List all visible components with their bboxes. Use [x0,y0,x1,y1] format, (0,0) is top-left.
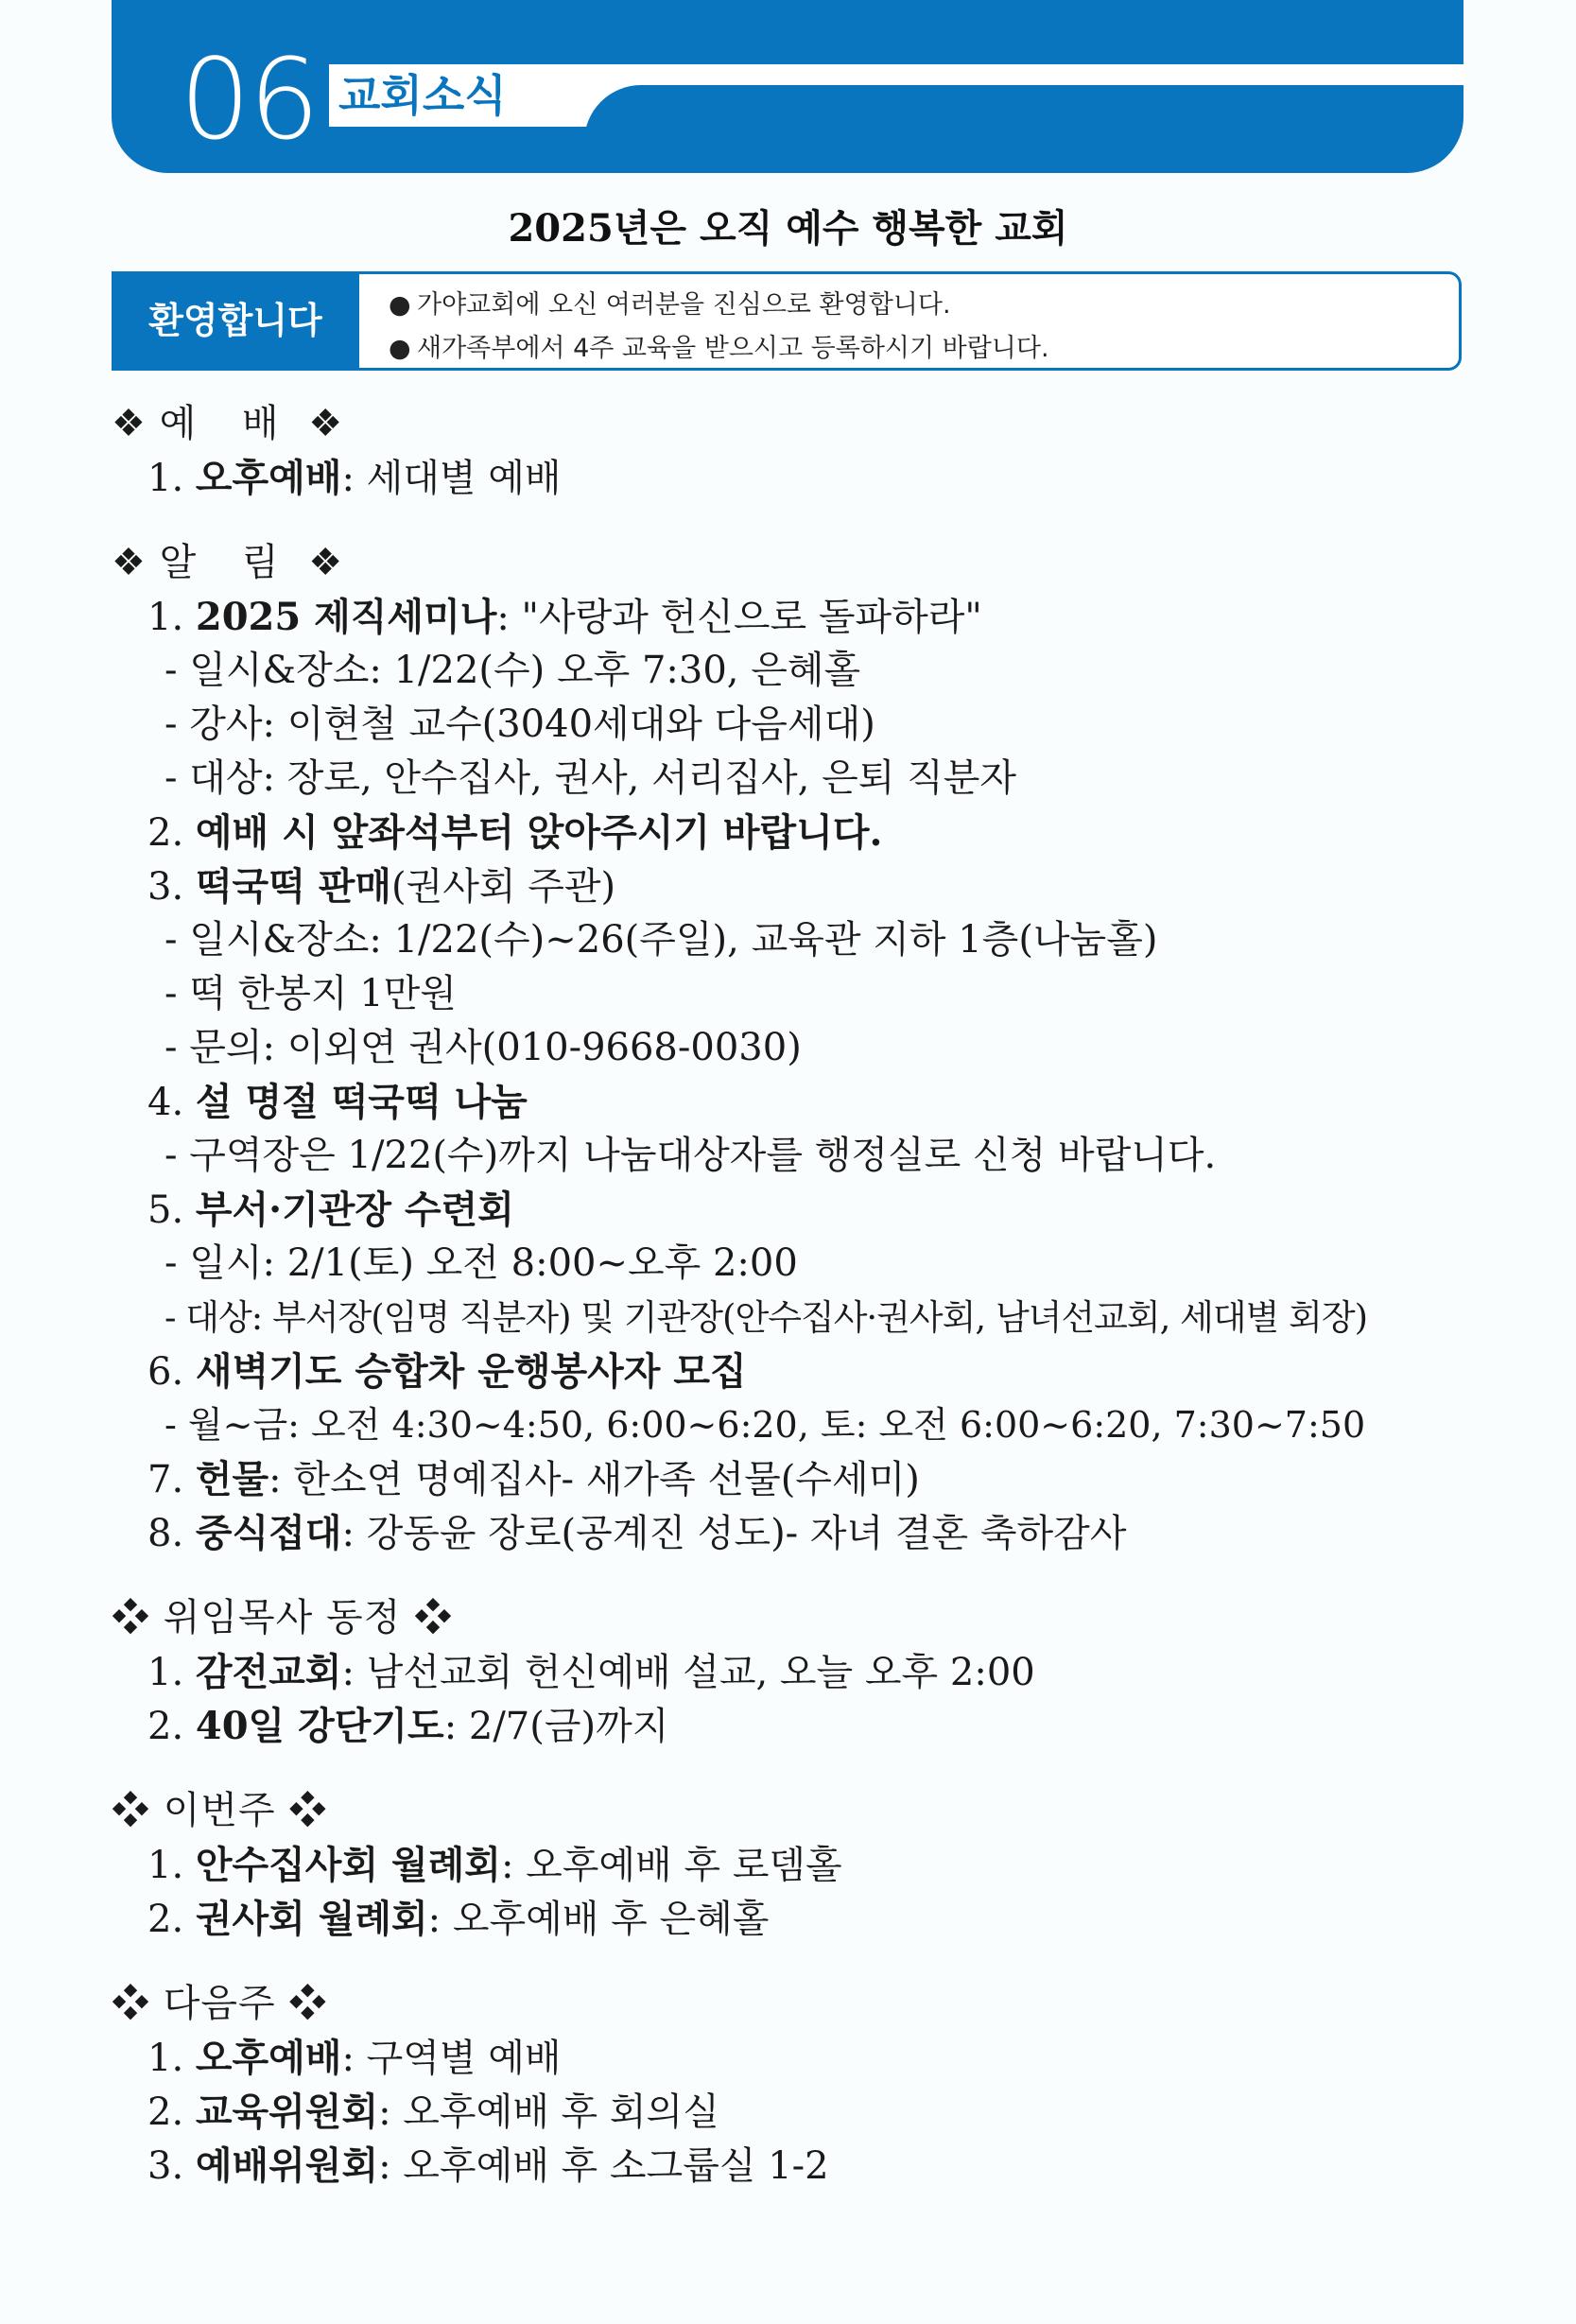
section-number: 06 [180,34,319,165]
diamond-icon: ❖ [112,541,147,584]
section-heading-this-week: ❖ 이번주 ❖ [112,1789,328,1832]
diamond-icon: ❖ [414,1596,453,1639]
diamond-icon: ❖ [112,1596,150,1639]
diamond-icon: ❖ [288,1789,328,1832]
list-item: 1. 안수집사회 월례회: 오후예배 후 로뎀홀 [147,1843,842,1887]
list-item: 1. 오후예배: 구역별 예배 [147,2036,562,2080]
section-heading-notice: ❖ 알 림 ❖ [112,541,344,584]
list-subitem: - 대상: 부서장(임명 직분자) 및 기관장(안수집사·권사회, 남녀선교회, 세대별 회장) [165,1297,1368,1338]
list-subitem: - 일시: 2/1(토) 오전 8:00~오후 2:00 [165,1241,798,1285]
diamond-icon: ❖ [112,1789,150,1832]
list-subitem: - 떡 한봉지 1만원 [165,972,457,1015]
list-item: 8. 중식접대: 강동윤 장로(공계진 성도)- 자녀 결혼 축하감사 [147,1511,1127,1555]
welcome-box [112,271,1462,371]
list-item: 5. 부서·기관장 수련회 [147,1188,514,1232]
header-banner [112,0,1463,173]
church-motto: 2025년은 오직 예수 행복한 교회 [508,206,1068,251]
diamond-icon: ❖ [308,541,344,584]
header-wedge [584,85,1463,142]
list-subitem: - 월~금: 오전 4:30~4:50, 6:00~6:20, 토: 오전 6:00~6:20, 7:30~7:50 [165,1404,1366,1446]
list-subitem: - 문의: 이외연 권사(010-9668-0030) [165,1026,802,1069]
list-subitem: - 대상: 장로, 안수집사, 권사, 서리집사, 은퇴 직분자 [165,756,1017,800]
diamond-icon: ❖ [112,402,147,445]
announcements [112,397,1492,2193]
list-item: 7. 헌물: 한소연 명예집사- 새가족 선물(수세미) [147,1457,920,1501]
list-subitem: - 일시&장소: 1/22(수)~26(주일), 교육관 지하 1층(나눔홀) [165,918,1158,962]
welcome-line: ● 새가족부에서 4주 교육을 받으시고 등록하시기 바랍니다. [389,327,1049,371]
bullet-icon: ● [389,290,411,320]
list-subitem: - 강사: 이현철 교수(3040세대와 다음세대) [165,702,875,746]
list-subitem: - 일시&장소: 1/22(수) 오후 7:30, 은혜홀 [165,649,861,692]
list-item: 2. 교육위원회: 오후예배 후 회의실 [147,2090,719,2134]
list-item: 3. 예배위원회: 오후예배 후 소그룹실 1-2 [147,2143,829,2188]
welcome-label: 환영합니다 [112,271,359,371]
list-item: 3. 떡국떡 판매(권사회 주관) [147,864,616,909]
diamond-icon: ❖ [112,1982,150,2025]
list-item: 6. 새벽기도 승합차 운행봉사자 모집 [147,1349,747,1394]
list-item: 4. 설 명절 떡국떡 나눔 [147,1080,528,1124]
section-heading-pastor: ❖ 위임목사 동정 ❖ [112,1596,453,1639]
list-item: 1. 오후예배: 세대별 예배 [147,456,562,500]
section-heading-next-week: ❖ 다음주 ❖ [112,1982,328,2025]
welcome-lines [389,284,1049,371]
section-title: 교회소식 [338,70,507,121]
list-item: 2. 권사회 월례회: 오후예배 후 은혜홀 [147,1897,770,1941]
diamond-icon: ❖ [308,402,344,445]
welcome-line: ● 가야교회에 오신 여러분을 진심으로 환영합니다. [389,284,1049,327]
section-heading-worship: ❖ 예 배 ❖ [112,402,344,445]
list-item: 2. 40일 강단기도: 2/7(금)까지 [147,1704,669,1748]
list-item: 1. 감전교회: 남선교회 헌신예배 설교, 오늘 오후 2:00 [147,1650,1035,1694]
list-subitem: - 구역장은 1/22(수)까지 나눔대상자를 행정실로 신청 바랍니다. [165,1134,1217,1177]
diamond-icon: ❖ [288,1982,328,2025]
list-item: 2. 예배 시 앞좌석부터 앉아주시기 바랍니다. [147,810,883,855]
list-item: 1. 2025 제직세미나: "사랑과 헌신으로 돌파하라" [147,595,982,639]
bullet-icon: ● [389,334,411,363]
